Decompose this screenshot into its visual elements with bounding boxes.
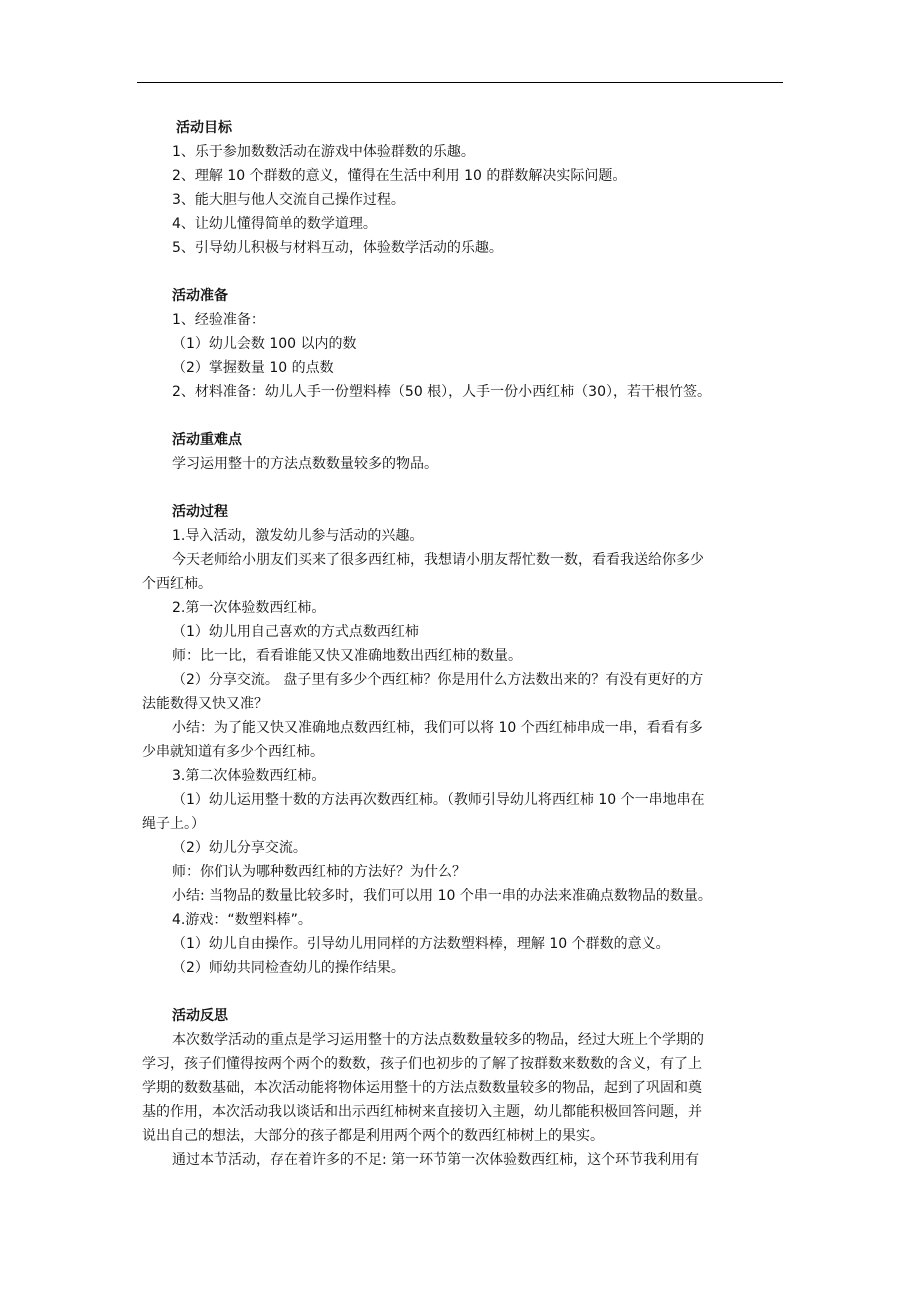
header-rule [137, 82, 783, 83]
text-line: （2）幼儿分享交流。 [172, 840, 307, 856]
text-line: 2.第一次体验数西红柿。 [172, 600, 326, 616]
text-line: 小结: 当物品的数量比较多时，我们可以用 10 个串一串的办法来准确点数物品的数量。 [172, 888, 712, 904]
text-line: 3、能大胆与他人交流自己操作过程。 [172, 192, 405, 208]
section-heading: 活动目标 [176, 120, 232, 136]
text-line: 1.导入活动，激发幼儿参与活动的兴趣。 [172, 528, 424, 544]
text-line: （1）幼儿用自己喜欢的方式点数西红柿 [172, 624, 419, 640]
section-heading: 活动准备 [172, 288, 228, 304]
text-line: 4、让幼儿懂得简单的数学道理。 [172, 216, 377, 232]
text-line: 小结：为了能又快又准确地点数西红柿，我们可以将 10 个西红柿串成一串，看看有多 [172, 720, 703, 736]
text-line: 4.游戏：“数塑料棒”。 [172, 912, 312, 928]
section-goals [172, 116, 812, 260]
text-line: 本次数学活动的重点是学习运用整十的方法点数数量较多的物品，经过大班上个学期的 [172, 1032, 704, 1048]
text-line: （1）幼儿自由操作。引导幼儿用同样的方法数塑料棒，理解 10 个群数的意义。 [172, 936, 670, 952]
section-key-points [172, 428, 812, 476]
text-line: 绳子上。） [142, 816, 205, 832]
section-reflection [142, 1004, 812, 1172]
text-line: 师：比一比，看看谁能又快又准确地数出西红柿的数量。 [172, 648, 522, 664]
text-line: 2、理解 10 个群数的意义，懂得在生活中利用 10 的群数解决实际问题。 [172, 168, 627, 184]
text-line: 3.第二次体验数西红柿。 [172, 768, 326, 784]
text-line: 少串就知道有多少个西红柿。 [142, 744, 324, 760]
text-line: 今天老师给小朋友们买来了很多西红柿，我想请小朋友帮忙数一数，看看我送给你多少 [172, 552, 704, 568]
text-line: （2）师幼共同检查幼儿的操作结果。 [172, 960, 405, 976]
text-line: 通过本节活动，存在着许多的不足: 第一环节第一次体验数西红柿，这个环节我利用有 [172, 1152, 700, 1168]
section-process [142, 500, 812, 980]
text-line: 2、材料准备：幼儿人手一份塑料棒（50 根），人手一份小西红柿（30），若干根竹签。 [172, 384, 711, 400]
text-line: 基的作用，本次活动我以谈话和出示西红柿树来直接切入主题，幼儿都能积极回答问题，并 [142, 1104, 702, 1120]
text-line: 说出自己的想法，大部分的孩子都是利用两个两个的数西红柿树上的果实。 [142, 1128, 604, 1144]
text-line: （2）掌握数量 10 的点数 [172, 360, 334, 376]
text-line: 1、经验准备： [172, 312, 265, 328]
text-line: 师：你们认为哪种数西红柿的方法好？为什么？ [172, 864, 466, 880]
section-preparation [172, 284, 812, 404]
text-line: （1）幼儿会数 100 以内的数 [172, 336, 357, 352]
text-line: 1、乐于参加数数活动在游戏中体验群数的乐趣。 [172, 144, 475, 160]
section-heading: 活动反思 [172, 1008, 228, 1024]
text-line: 5、引导幼儿积极与材料互动，体验数学活动的乐趣。 [172, 240, 503, 256]
section-heading: 活动过程 [172, 504, 228, 520]
text-line: （1）幼儿运用整十数的方法再次数西红柿。（教师引导幼儿将西红柿 10 个一串地串在 [172, 792, 705, 808]
text-line: （2）分享交流。 盘子里有多少个西红柿？你是用什么方法数出来的？有没有更好的方 [172, 672, 704, 688]
document-body [142, 116, 812, 1172]
text-line: 学期的数数基础，本次活动能将物体运用整十的方法点数数量较多的物品，起到了巩固和奠 [142, 1080, 702, 1096]
text-line: 学习，孩子们懂得按两个两个的数数，孩子们也初步的了解了按群数来数数的含义，有了上 [142, 1056, 702, 1072]
text-line: 法能数得又快又准？ [142, 696, 268, 712]
section-heading: 活动重难点 [172, 432, 242, 448]
text-line: 个西红柿。 [142, 576, 212, 592]
text-line: 学习运用整十的方法点数数量较多的物品。 [172, 456, 438, 472]
